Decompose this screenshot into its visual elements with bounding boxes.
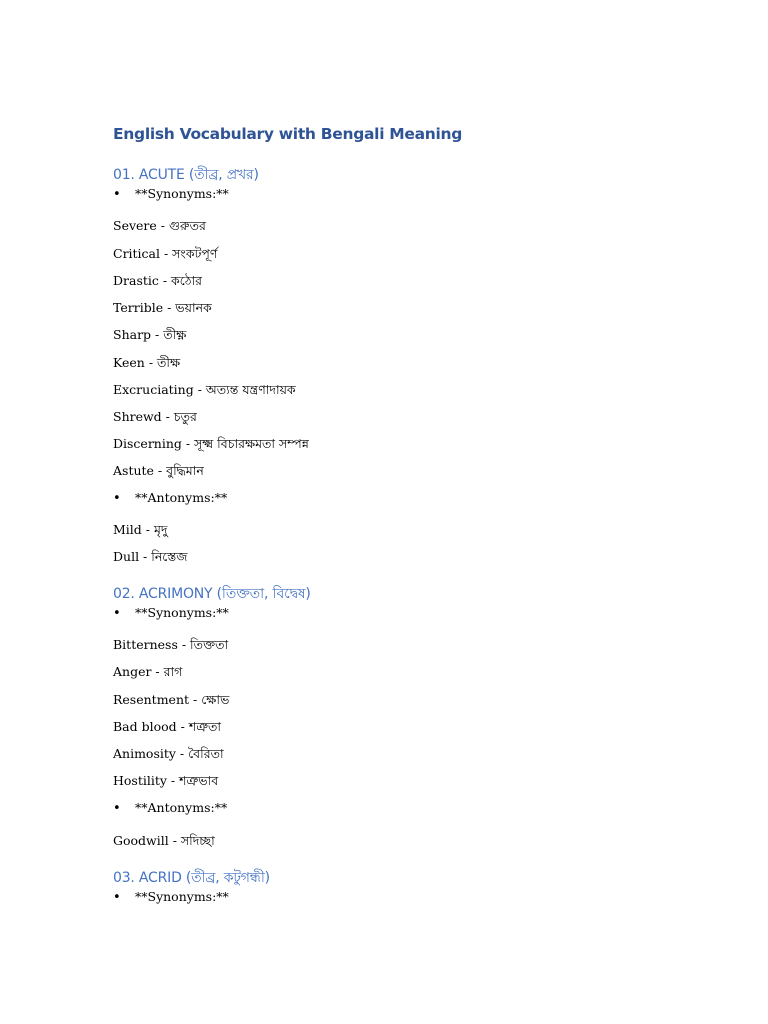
bullet-dot: • <box>113 606 121 621</box>
synonym-entry: Resentment - ক্ষোভ <box>113 692 230 707</box>
synonym-entry: Bitterness - তিক্ততা <box>113 637 229 652</box>
bullet-dot: • <box>113 187 121 202</box>
synonym-entry: Astute - বুদ্ধিমান <box>113 463 204 478</box>
synonym-entry: Bad blood - শত্রুতা <box>113 719 222 734</box>
synonym-entry: Animosity - বৈরিতা <box>113 746 224 761</box>
antonyms-bullet <box>113 490 227 506</box>
synonym-entry: Keen - তীক্ষ <box>113 355 181 370</box>
synonyms-label: **Synonyms:** <box>135 605 229 620</box>
antonym-entry: Mild - মৃদু <box>113 522 168 537</box>
bullet-dot: • <box>113 801 121 816</box>
synonyms-label: **Synonyms:** <box>135 889 229 904</box>
synonym-entry: Shrewd - চতুর <box>113 409 197 424</box>
bullet-dot: • <box>113 890 121 905</box>
synonyms-bullet <box>113 889 229 905</box>
antonyms-label: **Antonyms:** <box>135 490 228 505</box>
synonym-entry: Excruciating - অত্যন্ত যন্ত্রণাদায়ক <box>113 382 296 397</box>
synonyms-label: **Synonyms:** <box>135 186 229 201</box>
word-heading-acute: 01. ACUTE (তীব্র, প্রখর) <box>113 167 259 183</box>
antonyms-bullet <box>113 800 227 816</box>
synonym-entry: Anger - রাগ <box>113 664 183 679</box>
synonym-entry: Hostility - শত্রুভাব <box>113 773 219 788</box>
bullet-dot: • <box>113 491 121 506</box>
synonym-entry: Sharp - তীক্ষ্ণ <box>113 327 187 342</box>
word-heading-acrimony: 02. ACRIMONY (তিক্ততা, বিদ্বেষ) <box>113 586 311 602</box>
synonym-entry: Discerning - সূক্ষ্ম বিচারক্ষমতা সম্পন্ন <box>113 436 309 451</box>
antonyms-label: **Antonyms:** <box>135 800 228 815</box>
synonym-entry: Terrible - ভয়ানক <box>113 300 212 315</box>
document-title: English Vocabulary with Bengali Meaning <box>113 125 463 143</box>
antonym-entry: Goodwill - সদিচ্ছা <box>113 833 215 848</box>
synonyms-bullet <box>113 605 229 621</box>
synonym-entry: Severe - গুরুতর <box>113 218 206 233</box>
word-heading-acrid: 03. ACRID (তীব্র, কটুগন্ধী) <box>113 870 270 886</box>
synonym-entry: Critical - সংকটপূর্ণ <box>113 246 218 261</box>
antonym-entry: Dull - নিস্তেজ <box>113 549 188 564</box>
synonyms-bullet <box>113 186 229 202</box>
synonym-entry: Drastic - কঠোর <box>113 273 203 288</box>
